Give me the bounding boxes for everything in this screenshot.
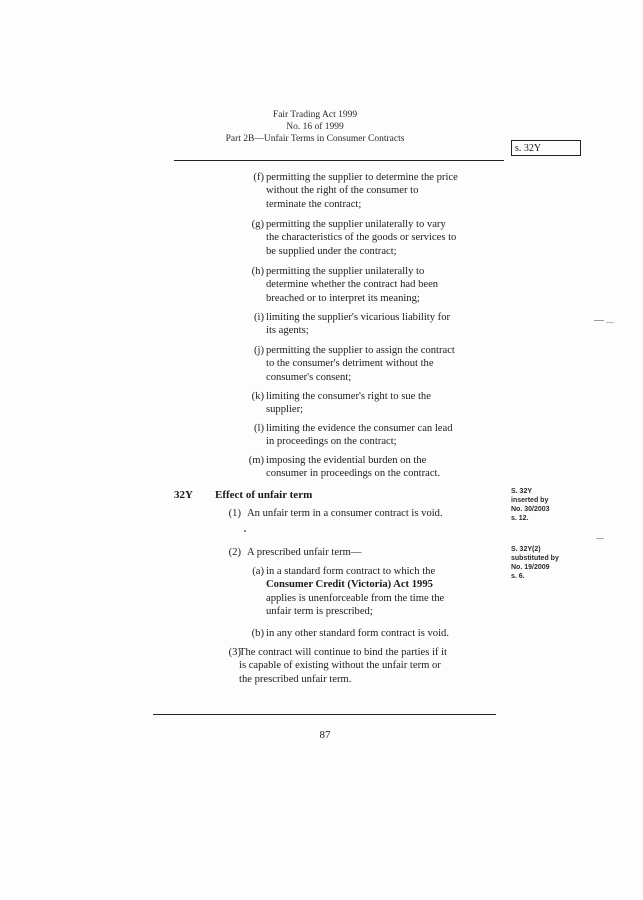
subsection-line: is capable of existing without the unfair term or bbox=[239, 660, 441, 672]
marginal-line: No. 30/2003 bbox=[511, 506, 550, 513]
scan-mark bbox=[244, 530, 246, 532]
page-number: 87 bbox=[319, 729, 331, 741]
marginal-note-history bbox=[511, 487, 550, 523]
marginal-line: S. 32Y bbox=[511, 488, 533, 495]
item-label: (g) bbox=[251, 219, 264, 230]
item-line: its agents; bbox=[266, 325, 309, 337]
item-line: consumer in proceedings on the contract. bbox=[266, 468, 441, 480]
subsection-line: the prescribed unfair term. bbox=[239, 673, 352, 685]
item-line: permitting the supplier unilaterally to bbox=[266, 266, 425, 277]
item-line: in proceedings on the contract; bbox=[266, 436, 397, 448]
item-line: permitting the supplier unilaterally to vary bbox=[266, 219, 446, 230]
header-act-title: Fair Trading Act 1999 bbox=[272, 110, 358, 120]
paragraph-label: (b) bbox=[251, 628, 264, 639]
item-text bbox=[266, 454, 440, 481]
scan-mark bbox=[606, 322, 614, 323]
item-line: without the right of the consumer to bbox=[266, 185, 419, 197]
subsection-label: (2) bbox=[228, 547, 241, 558]
item-text bbox=[266, 390, 431, 417]
act-name: Consumer Credit (Victoria) Act 1995 bbox=[266, 579, 433, 591]
marginal-line: No. 19/2009 bbox=[511, 564, 550, 571]
item-label: (i) bbox=[254, 312, 264, 323]
marginal-line: s. 12. bbox=[511, 515, 529, 522]
subsection-text bbox=[247, 546, 361, 559]
subsection-line: A prescribed unfair term— bbox=[247, 547, 362, 558]
item-line: be supplied under the contract; bbox=[266, 245, 397, 257]
subsection-line: An unfair term in a consumer contract is void. bbox=[247, 508, 443, 519]
item-text bbox=[266, 218, 456, 258]
item-line: breached or to interpret its meaning; bbox=[266, 292, 420, 304]
header-act-number: No. 16 of 1999 bbox=[286, 122, 344, 132]
item-text bbox=[266, 265, 438, 305]
item-line: limiting the consumer's right to sue the bbox=[266, 391, 431, 402]
section-number: 32Y bbox=[174, 489, 193, 501]
header-part-title: Part 2B—Unfair Terms in Consumer Contracts bbox=[225, 134, 405, 144]
item-label: (j) bbox=[254, 345, 264, 356]
paragraph-line: applies is unenforceable from the time the bbox=[266, 592, 445, 604]
item-label: (m) bbox=[248, 455, 264, 466]
item-line: limiting the evidence the consumer can lead bbox=[266, 423, 453, 434]
subsection-label: (1) bbox=[228, 508, 241, 519]
item-line: the characteristics of the goods or services to bbox=[266, 232, 457, 244]
marginal-line: inserted by bbox=[511, 497, 549, 504]
item-line: limiting the supplier's vicarious liability for bbox=[266, 312, 451, 323]
marginal-line: substituted by bbox=[511, 555, 559, 562]
marginal-line: S. 32Y(2) bbox=[511, 546, 541, 553]
subsection-text bbox=[239, 646, 447, 686]
footer-rule bbox=[153, 714, 496, 715]
section-title: Effect of unfair term bbox=[215, 489, 313, 501]
paragraph-line: in a standard form contract to which the bbox=[266, 566, 436, 577]
item-text bbox=[266, 171, 458, 211]
item-line: determine whether the contract had been bbox=[266, 279, 439, 291]
paragraph-line: in any other standard form contract is void. bbox=[266, 628, 449, 639]
scan-mark bbox=[594, 320, 604, 321]
paragraph-text bbox=[266, 565, 444, 619]
paragraph-label: (a) bbox=[252, 566, 264, 577]
item-line: imposing the evidential burden on the bbox=[266, 455, 427, 466]
scan-mark bbox=[596, 538, 604, 539]
item-label: (f) bbox=[253, 172, 264, 183]
item-label: (k) bbox=[251, 391, 264, 402]
item-label: (h) bbox=[251, 266, 264, 277]
running-header bbox=[190, 109, 440, 145]
item-text bbox=[266, 344, 455, 384]
item-line: to the consumer's detriment without the bbox=[266, 358, 434, 370]
subsection-label: (3) bbox=[228, 647, 241, 658]
section-reference-box: s. 32Y bbox=[511, 140, 581, 156]
header-rule bbox=[174, 160, 504, 161]
paragraph-line: unfair term is prescribed; bbox=[266, 606, 373, 618]
item-text bbox=[266, 422, 453, 449]
item-label: (l) bbox=[254, 423, 264, 434]
item-line: permitting the supplier to assign the contract bbox=[266, 345, 455, 356]
item-line: supplier; bbox=[266, 404, 304, 416]
marginal-note-history bbox=[511, 545, 559, 581]
item-line: permitting the supplier to determine the price bbox=[266, 172, 458, 183]
subsection-line: The contract will continue to bind the parties if it bbox=[239, 647, 447, 658]
marginal-line: s. 6. bbox=[511, 573, 525, 580]
item-line: consumer's consent; bbox=[266, 371, 352, 383]
item-text bbox=[266, 311, 450, 338]
item-line: terminate the contract; bbox=[266, 198, 362, 210]
subsection-text bbox=[247, 507, 443, 520]
paragraph-text bbox=[266, 627, 449, 640]
